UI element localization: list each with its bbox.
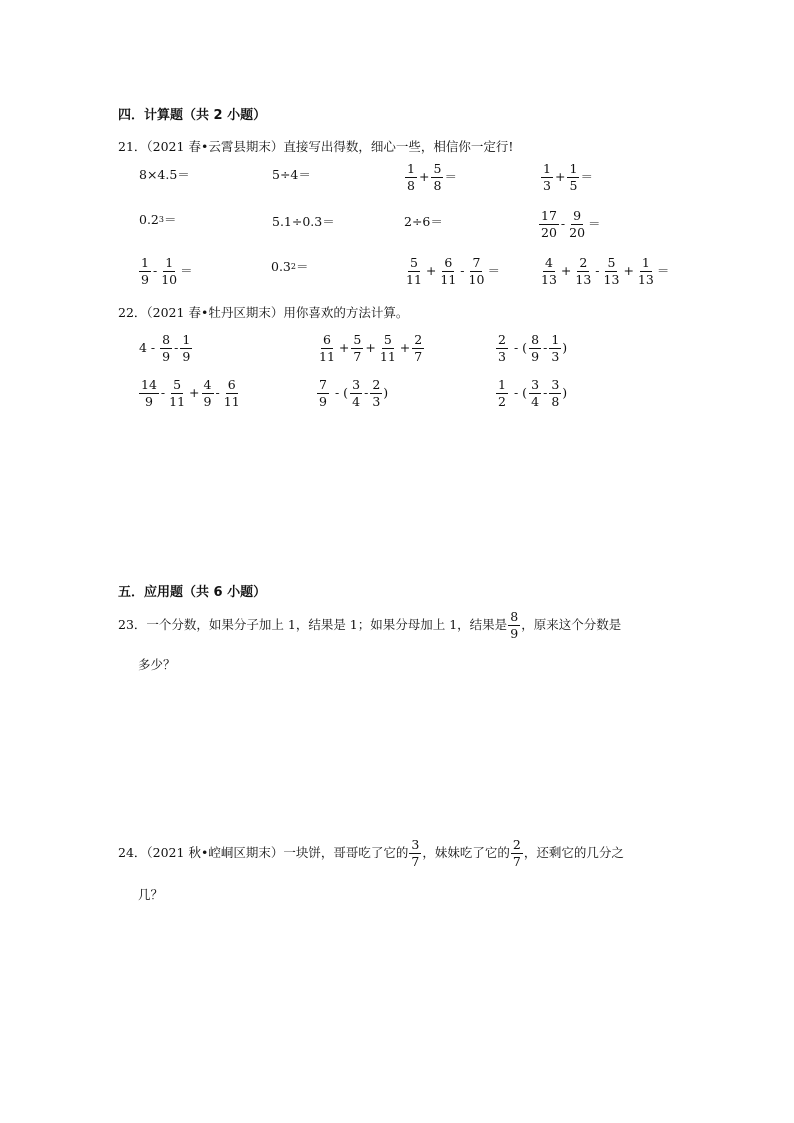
fraction: $\frac{3}{7}$ xyxy=(409,838,421,869)
q21-item-7: 2÷6＝ xyxy=(404,214,443,229)
fraction: $\frac{8}{9}$ xyxy=(529,333,541,364)
question-23-line-1: 23．一个分数，如果分子加上 1，结果是 1；如果分母加上 1，结果是 $\frac{8}{9}$ ，原来这个分数是 xyxy=(118,609,622,641)
fraction: $\frac{5}{8}$ xyxy=(431,162,443,193)
fraction: $\frac{2}{13}$ xyxy=(575,255,592,287)
fraction: $\frac{14}{9}$ xyxy=(141,377,157,409)
question-24-line-2: 几？ xyxy=(138,887,164,902)
fraction: $\frac{1}{5}$ xyxy=(567,162,579,193)
fraction: $\frac{1}{9}$ xyxy=(180,333,192,364)
fraction: $\frac{1}{3}$ xyxy=(549,333,561,364)
question-24-line-1: 24．（2021 秋•崆峒区期末）一块饼，哥哥吃了它的 $\frac{3}{7}$ ，妹妹吃了它的 $\frac{2}{7}$ ，还剩它的几分之 xyxy=(118,837,624,869)
question-23-line-2: 多少？ xyxy=(138,657,176,672)
q21-item-12: $\frac{4}{13}$ + $\frac{2}{13}$ - $\frac{5}{13}$ + $\frac{1}{13}$ ＝ xyxy=(541,255,670,287)
section-heading-applied: 五．应用题（共 6 小题） xyxy=(118,585,267,600)
fraction: $\frac{6}{11}$ xyxy=(319,332,335,364)
q21-item-6: 5.1÷0.3＝ xyxy=(272,214,335,229)
fraction: $\frac{1}{13}$ xyxy=(637,255,654,287)
fraction: $\frac{3}{8}$ xyxy=(549,378,561,409)
fraction: $\frac{8}{9}$ xyxy=(160,333,172,364)
question-21-stem: 21．（2021 春•云霄县期末）直接写出得数，细心一些，相信你一定行! xyxy=(118,139,514,154)
fraction: $\frac{5}{11}$ xyxy=(406,255,422,287)
q21-item-11: $\frac{5}{11}$ + $\frac{6}{11}$ - $\frac{7}{10}$ ＝ xyxy=(406,255,500,287)
fraction: $\frac{17}{20}$ xyxy=(541,208,557,240)
q22-expr-6: $\frac{1}{2}$ - ( $\frac{3}{4}$ - $\frac{3}{8}$ ) xyxy=(495,378,567,409)
question-22-stem: 22．（2021 春•牡丹区期末）用你喜欢的方法计算。 xyxy=(118,305,409,320)
fraction: $\frac{2}{3}$ xyxy=(496,333,508,364)
q22-expr-5: $\frac{7}{9}$ - ( $\frac{3}{4}$ - $\frac{2}{3}$ ) xyxy=(316,378,388,409)
q21-item-5: 0.2 3 ＝ xyxy=(139,212,177,227)
fraction: $\frac{4}{13}$ xyxy=(541,255,557,287)
fraction: $\frac{6}{11}$ xyxy=(223,377,240,409)
fraction: $\frac{5}{13}$ xyxy=(603,255,620,287)
fraction: $\frac{1}{8}$ xyxy=(405,162,417,193)
q21-item-2: 5÷4＝ xyxy=(272,167,311,182)
fraction: $\frac{9}{20}$ xyxy=(569,208,586,240)
q22-expr-2: $\frac{6}{11}$ + $\frac{5}{7}$ + $\frac{5}{11}$ + $\frac{2}{7}$ xyxy=(316,333,425,364)
fraction: $\frac{3}{4}$ xyxy=(350,378,362,409)
q22-expr-1: 4 - $\frac{8}{9}$ - $\frac{1}{9}$ xyxy=(139,333,193,364)
fraction: $\frac{5}{7}$ xyxy=(351,333,363,364)
fraction: $\frac{1}{10}$ xyxy=(161,255,178,287)
fraction: $\frac{1}{2}$ xyxy=(496,378,508,409)
fraction: $\frac{5}{11}$ xyxy=(379,332,396,364)
q21-item-3: $\frac{1}{8}$ + $\frac{5}{8}$ ＝ xyxy=(404,162,457,193)
section-heading-calc: 四．计算题（共 2 小题） xyxy=(118,108,267,123)
fraction: $\frac{6}{11}$ xyxy=(440,255,457,287)
q21-item-1: 8×4.5＝ xyxy=(139,167,190,182)
fraction: $\frac{2}{7}$ xyxy=(412,333,424,364)
q21-item-9: $\frac{1}{9}$ - $\frac{1}{10}$ ＝ xyxy=(138,256,193,287)
fraction: $\frac{1}{3}$ xyxy=(541,162,553,193)
q21-item-4: $\frac{1}{3}$ + $\frac{1}{5}$ ＝ xyxy=(540,162,593,193)
fraction: $\frac{1}{9}$ xyxy=(139,256,151,287)
fraction: $\frac{2}{7}$ xyxy=(511,838,523,869)
fraction: $\frac{8}{9}$ xyxy=(508,610,520,641)
fraction: $\frac{5}{11}$ xyxy=(169,377,186,409)
q21-item-8: $\frac{17}{20}$ - $\frac{9}{20}$ ＝ xyxy=(541,208,601,240)
q22-expr-4: $\frac{14}{9}$ - $\frac{5}{11}$ + $\frac{4}{9}$ - $\frac{6}{11}$ xyxy=(141,377,240,409)
fraction: $\frac{3}{4}$ xyxy=(529,378,541,409)
q21-item-10: 0.3 2 ＝ xyxy=(271,259,309,274)
fraction: $\frac{7}{10}$ xyxy=(468,255,485,287)
q22-expr-3: $\frac{2}{3}$ - ( $\frac{8}{9}$ - $\frac{1}{3}$ ) xyxy=(495,333,567,364)
fraction: $\frac{4}{9}$ xyxy=(202,378,214,409)
fraction: $\frac{7}{9}$ xyxy=(317,378,329,409)
fraction: $\frac{2}{3}$ xyxy=(370,378,382,409)
